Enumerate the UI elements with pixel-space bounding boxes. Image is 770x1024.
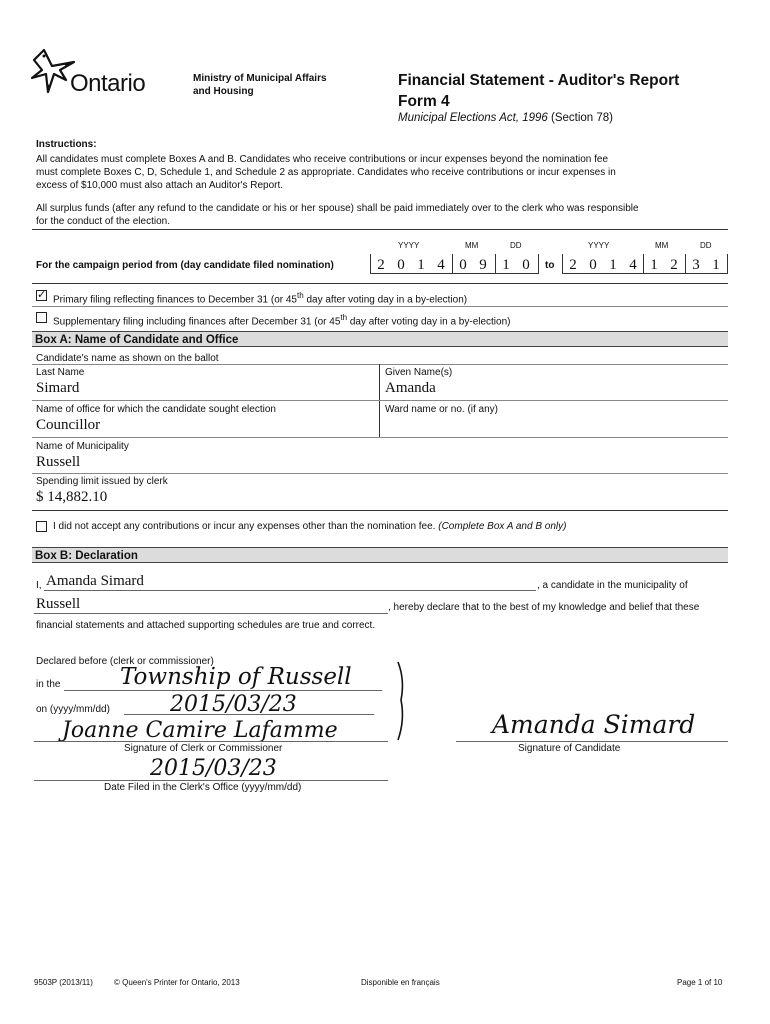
- candidate-name-underline: [44, 590, 536, 591]
- from-date-digit[interactable]: 1: [417, 257, 425, 273]
- page-number: Page 1 of 10: [677, 978, 723, 987]
- to-date-digit[interactable]: 2: [670, 257, 678, 273]
- to-date-digit[interactable]: 1: [712, 257, 720, 273]
- instructions-heading: Instructions:: [36, 139, 97, 150]
- box-a-heading: Box A: Name of Candidate and Office: [32, 331, 728, 347]
- on-date-underline: [124, 714, 374, 715]
- ministry-name: Ministry of Municipal Affairs and Housing: [193, 73, 327, 97]
- declare-municipality-field[interactable]: Russell: [36, 596, 81, 612]
- to-date-digit[interactable]: 4: [629, 257, 637, 273]
- primary-filing-label: Primary filing reflecting finances to December 31 (or 45th day after voting day in a by-election): [53, 291, 468, 306]
- on-date-handwritten-field[interactable]: 2015/03/23: [170, 692, 297, 717]
- on-date-label: on (yyyy/mm/dd): [36, 704, 110, 715]
- to-date-sep: [643, 254, 644, 274]
- spending-limit-field[interactable]: $ 14,882.10: [36, 489, 108, 505]
- from-date-digit[interactable]: 9: [479, 257, 487, 273]
- to-dd-header: DD: [700, 241, 712, 250]
- copyright: © Queen's Printer for Ontario, 2013: [114, 978, 240, 987]
- column-divider: [379, 364, 380, 438]
- from-yyyy-header: YYYY: [398, 241, 420, 250]
- given-names-label: Given Name(s): [385, 367, 453, 378]
- from-date-digit[interactable]: 0: [522, 257, 530, 273]
- box-b-heading: Box B: Declaration: [32, 547, 728, 563]
- from-date-digit[interactable]: 0: [459, 257, 467, 273]
- from-date-digit[interactable]: 0: [397, 257, 405, 273]
- in-the-label: in the: [36, 679, 61, 690]
- municipality-label: Name of Municipality: [36, 441, 129, 452]
- act-reference: Municipal Elections Act, 1996 (Section 78): [398, 112, 614, 124]
- spending-limit-label: Spending limit issued by clerk: [36, 476, 168, 487]
- from-date-sep: [495, 254, 496, 274]
- divider: [32, 283, 728, 284]
- from-dd-header: DD: [510, 241, 522, 250]
- divider: [32, 364, 728, 365]
- last-name-label: Last Name: [36, 367, 85, 378]
- from-mm-header: MM: [465, 241, 479, 250]
- to-date-digit[interactable]: 2: [569, 257, 577, 273]
- to-date-digit[interactable]: 1: [609, 257, 617, 273]
- municipality-underline: [34, 613, 388, 614]
- from-date-digit[interactable]: 2: [377, 257, 385, 273]
- instructions-paragraph-2: All surplus funds (after any refund to the candidate or his or her spouse) shall be paid immediately over to the clerk who was responsible for the conduct of the election.: [36, 203, 639, 227]
- primary-filing-checkbox[interactable]: ✓: [37, 289, 47, 301]
- divider: [32, 229, 728, 230]
- to-date-digit[interactable]: 3: [692, 257, 700, 273]
- date-filed-label: Date Filed in the Clerk's Office (yyyy/mm/dd): [104, 782, 302, 793]
- supplementary-filing-label: Supplementary filing including finances after December 31 (or 45th day after voting day in a by-election): [53, 313, 511, 328]
- declaration-text-2: financial statements and attached supporting schedules are true and correct.: [36, 620, 376, 631]
- last-name-field[interactable]: Simard: [36, 380, 80, 396]
- to-date-sep: [685, 254, 686, 274]
- divider: [32, 473, 728, 474]
- office-label: Name of office for which the candidate sought election: [36, 404, 276, 415]
- declaration-text: , hereby declare that to the best of my knowledge and belief that these: [388, 602, 700, 613]
- from-date-digit[interactable]: 1: [502, 257, 510, 273]
- campaign-period-label: For the campaign period from (day candidate filed nomination): [36, 260, 334, 271]
- form-title: Financial Statement - Auditor's Report Form 4: [398, 72, 680, 110]
- municipality-field[interactable]: Russell: [36, 454, 81, 470]
- to-date-sep: [562, 254, 563, 274]
- supplementary-filing-checkbox[interactable]: [36, 312, 47, 323]
- office-field[interactable]: Councillor: [36, 417, 101, 433]
- form-number: 9503P (2013/11): [34, 978, 93, 987]
- bracket-shape: [395, 660, 411, 742]
- name-on-ballot-label: Candidate's name as shown on the ballot: [36, 353, 219, 364]
- in-the-underline: [64, 690, 382, 691]
- from-date-sep: [452, 254, 453, 274]
- to-date-digit[interactable]: 0: [589, 257, 597, 273]
- i-label: I,: [36, 580, 42, 591]
- ward-label: Ward name or no. (if any): [385, 404, 499, 415]
- ontario-wordmark: Ontario: [70, 70, 146, 97]
- candidate-signature: Amanda Simard: [492, 710, 696, 739]
- declared-before-label: Declared before (clerk or commissioner): [36, 656, 214, 667]
- divider: [32, 437, 728, 438]
- to-mm-header: MM: [655, 241, 669, 250]
- to-date-digit[interactable]: 1: [650, 257, 658, 273]
- no-contributions-checkbox[interactable]: [36, 521, 47, 532]
- divider: [32, 510, 728, 511]
- candidate-suffix: , a candidate in the municipality of: [537, 580, 688, 591]
- to-date-sep: [727, 254, 728, 274]
- from-date-sep: [370, 254, 371, 274]
- candidate-signature-label: Signature of Candidate: [518, 743, 621, 754]
- instructions-paragraph-1: All candidates must complete Boxes A and B. Candidates who receive contributions or incur expenses beyond the nomination fee must complete Boxes C, D, Schedule 1, and Schedule 2 as appropriate. Candidates who receive contributions or incur expenses in excess of $10,000 must also attach an Auditor's Report.: [36, 154, 616, 191]
- to-label: to: [545, 260, 555, 271]
- divider: [32, 306, 728, 307]
- candidate-name-field[interactable]: Amanda Simard: [46, 573, 144, 589]
- from-date-sep: [538, 254, 539, 274]
- to-yyyy-header: YYYY: [588, 241, 610, 250]
- given-names-field[interactable]: Amanda: [385, 380, 436, 396]
- divider: [32, 400, 728, 401]
- date-filed-handwritten-field[interactable]: 2015/03/23: [150, 756, 277, 781]
- from-date-digit[interactable]: 4: [437, 257, 445, 273]
- french-available-link[interactable]: Disponible en français: [361, 978, 440, 987]
- in-the-handwritten-field[interactable]: Township of Russell: [120, 664, 352, 690]
- clerk-signature: Joanne Camire Lafamme: [62, 718, 338, 743]
- clerk-signature-label: Signature of Clerk or Commissioner: [124, 743, 283, 754]
- no-contributions-label: I did not accept any contributions or incur any expenses other than the nomination fee. (Complete Box A and B only): [53, 521, 567, 532]
